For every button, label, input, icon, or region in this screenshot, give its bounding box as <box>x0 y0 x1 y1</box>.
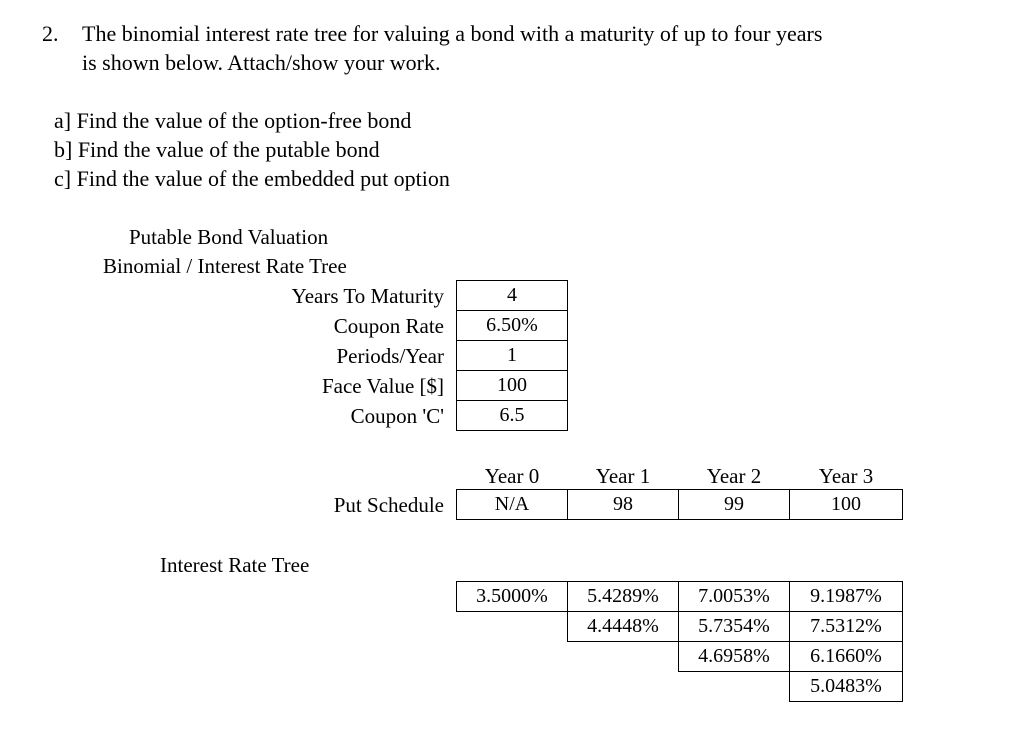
question-line-1: The binomial interest rate tree for valuing a bond with a maturity of up to four years <box>82 21 823 46</box>
put-schedule-value-year-1: 98 <box>567 489 679 520</box>
input-value-periods-per-year: 1 <box>456 340 568 371</box>
interest-rate-tree-label: Interest Rate Tree <box>160 553 310 577</box>
section-title: Putable Bond Valuation <box>129 225 329 249</box>
question-number: 2. <box>42 21 59 46</box>
put-schedule-value-year-3: 100 <box>789 489 903 520</box>
put-schedule-value-year-0: N/A <box>456 489 568 520</box>
input-label-years-to-maturity: Years To Maturity <box>291 284 444 308</box>
input-label-periods-per-year: Periods/Year <box>336 344 444 368</box>
schedule-header-year-1: Year 1 <box>595 464 651 488</box>
tree-cell-r1-c2: 5.7354% <box>678 611 790 642</box>
tree-cell-r2-c3: 6.1660% <box>789 641 903 672</box>
input-value-years-to-maturity: 4 <box>456 280 568 311</box>
question-part-a: a] Find the value of the option-free bond <box>54 108 412 133</box>
input-value-face-value: 100 <box>456 370 568 401</box>
question-part-c: c] Find the value of the embedded put option <box>54 166 450 191</box>
schedule-header-year-3: Year 3 <box>818 464 874 488</box>
input-label-coupon-rate: Coupon Rate <box>333 314 444 338</box>
input-value-coupon-c: 6.5 <box>456 400 568 431</box>
tree-cell-r1-c1: 4.4448% <box>567 611 679 642</box>
tree-cell-r0-c1: 5.4289% <box>567 581 679 612</box>
schedule-header-year-2: Year 2 <box>706 464 762 488</box>
input-label-coupon-c: Coupon 'C' <box>350 404 444 428</box>
put-schedule-value-year-2: 99 <box>678 489 790 520</box>
tree-cell-r0-c0: 3.5000% <box>456 581 568 612</box>
question-line-2: is shown below. Attach/show your work. <box>82 50 441 75</box>
schedule-header-year-0: Year 0 <box>484 464 540 488</box>
question-part-b: b] Find the value of the putable bond <box>54 137 380 162</box>
tree-cell-r0-c3: 9.1987% <box>789 581 903 612</box>
tree-cell-r2-c2: 4.6958% <box>678 641 790 672</box>
tree-cell-r0-c2: 7.0053% <box>678 581 790 612</box>
tree-cell-r1-c3: 7.5312% <box>789 611 903 642</box>
input-value-coupon-rate: 6.50% <box>456 310 568 341</box>
tree-cell-r3-c3: 5.0483% <box>789 671 903 702</box>
section-subtitle: Binomial / Interest Rate Tree <box>103 254 347 278</box>
put-schedule-label: Put Schedule <box>333 493 444 517</box>
input-label-face-value: Face Value [$] <box>321 374 444 398</box>
